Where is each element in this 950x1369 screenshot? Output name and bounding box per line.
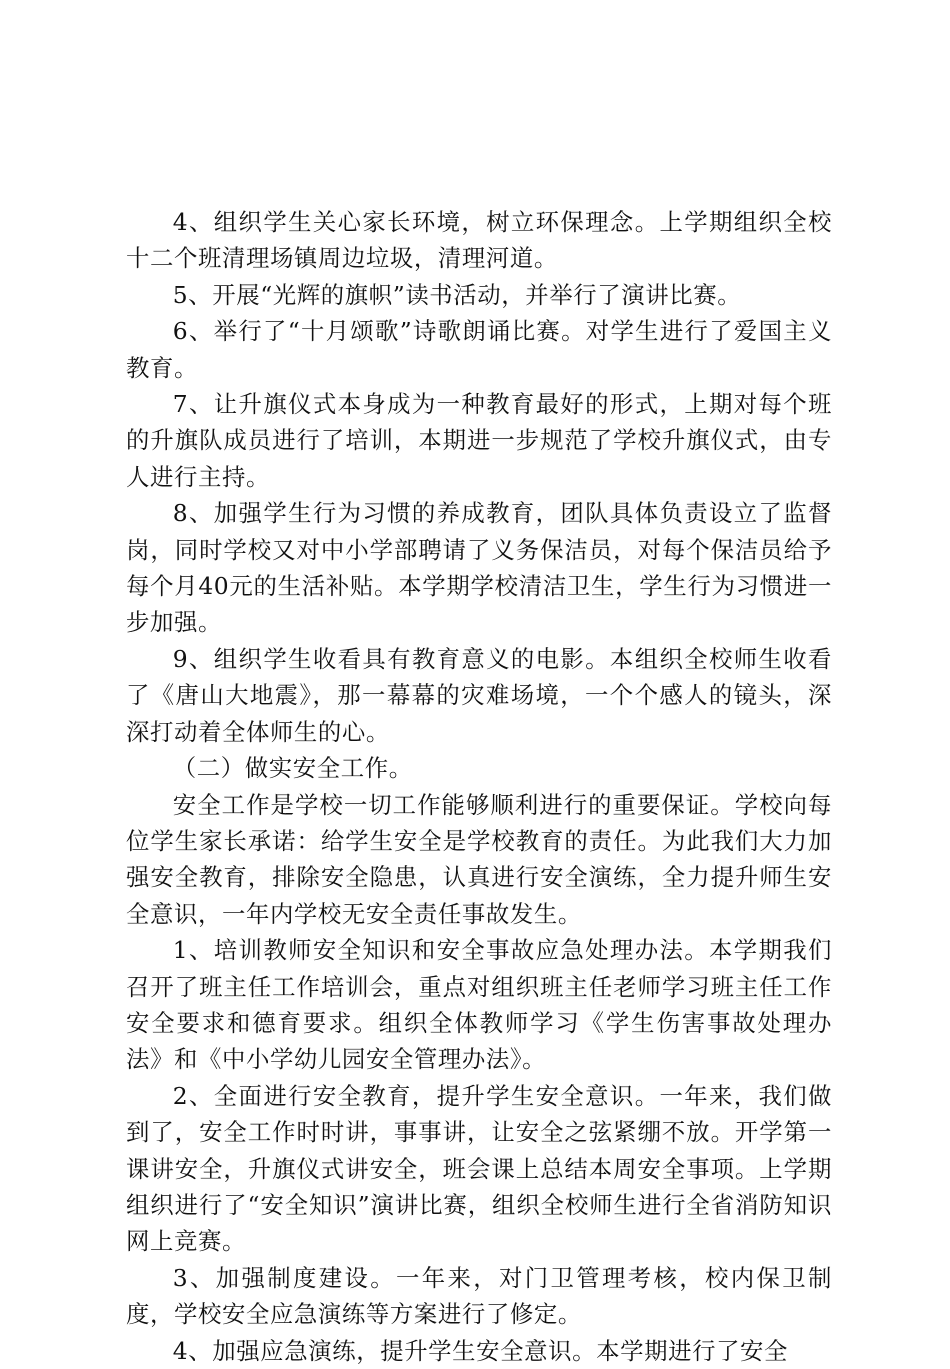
paragraph-item-9-movie: 9、组织学生收看具有教育意义的电影。本组织全校师生收看了《唐山大地震》，那一幕幕的灾难场境，一个个感人的镜头，深深打动着全体师生的心。 [126, 644, 832, 746]
section-heading-safety: （二）做实安全工作。 [172, 754, 413, 783]
paragraph-safety-intro: 安全工作是学校一切工作能够顺利进行的重要保证。学校向每位学生家长承诺：给学生安全是学校教育的责任。为此我们大力加强安全教育，排除安全隐患，认真进行安全演练，全力提升师生安全意识，一年内学校无安全责任事故发生。 [126, 790, 832, 928]
paragraph-safety-1-training: 1、培训教师安全知识和安全事故应急处理办法。本学期我们召开了班主任工作培训会，重点对组织班主任老师学习班主任工作安全要求和德育要求。组织全体教师学习《学生伤害事故处理办法》和《中小学幼儿园安全管理办法》。 [126, 936, 832, 1074]
paragraph-item-6-poetry: 6、举行了“十月颂歌”诗歌朗诵比赛。对学生进行了爱国主义教育。 [126, 317, 832, 382]
document-body [126, 204, 832, 1369]
paragraph-item-4-environment: 4、组织学生关心家长环境，树立环保理念。上学期组织全校十二个班清理场镇周边垃圾，清理河道。 [126, 208, 832, 273]
paragraph-safety-4-drills: 4、加强应急演练，提升学生安全意识。本学期进行了安全 [172, 1336, 789, 1365]
paragraph-item-8-behavior: 8、加强学生行为习惯的养成教育，团队具体负责设立了监督岗，同时学校又对中小学部聘请了义务保洁员，对每个保洁员给予每个月40元的生活补贴。本学期学校清洁卫生，学生行为习惯进一步加强。 [126, 499, 832, 637]
paragraph-item-7-flag-ceremony: 7、让升旗仪式本身成为一种教育最好的形式，上期对每个班的升旗队成员进行了培训，本期进一步规范了学校升旗仪式，由专人进行主持。 [126, 390, 832, 491]
paragraph-safety-3-rules: 3、加强制度建设。一年来，对门卫管理考核，校内保卫制度，学校安全应急演练等方案进行了修定。 [126, 1263, 832, 1329]
paragraph-item-5-reading: 5、开展“光辉的旗帜”读书活动，并举行了演讲比赛。 [172, 280, 742, 309]
paragraph-safety-2-education: 2、全面进行安全教育，提升学生安全意识。一年来，我们做到了，安全工作时时讲，事事讲，让安全之弦紧绷不放。开学第一课讲安全，升旗仪式讲安全，班会课上总结本周安全事项。上学期组织进行了“安全知识”演讲比赛，组织全校师生进行全省消防知识网上竞赛。 [126, 1081, 832, 1256]
